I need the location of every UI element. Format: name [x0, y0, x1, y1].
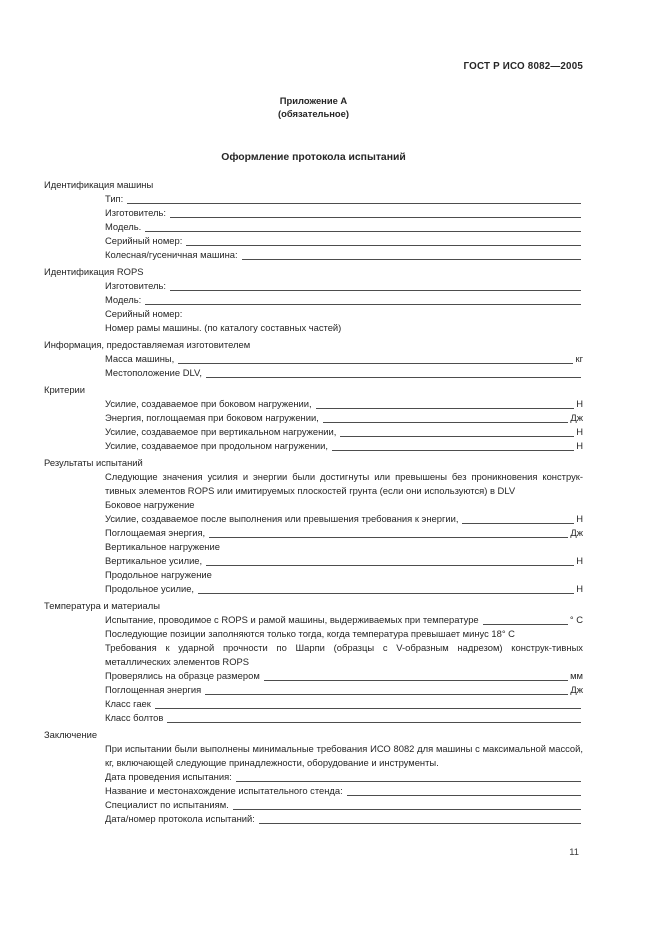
form-row	[44, 220, 583, 234]
fill-in-line	[316, 397, 575, 409]
form-section	[44, 456, 583, 596]
form-row	[44, 526, 583, 540]
section-heading: Критерии	[44, 384, 86, 395]
form-section	[44, 178, 583, 262]
unit-label: ° С	[569, 614, 583, 625]
form-row	[44, 307, 583, 321]
form-section	[44, 338, 583, 380]
fill-in-line	[264, 669, 568, 681]
form-row	[44, 540, 583, 554]
field-label: Местоположение DLV,	[105, 367, 202, 378]
unit-label: мм	[570, 670, 583, 681]
form-row	[44, 613, 583, 627]
unit-label: кг	[575, 353, 583, 364]
section-heading: Информация, предоставляемая изготовителем	[44, 339, 251, 350]
form-row	[44, 439, 583, 453]
form-row	[44, 279, 583, 293]
form-sections	[44, 178, 583, 826]
section-paragraph: Требования к ударной прочности по Шарпи (образцы с V-образным надрезом) конструк-тивных металлических элементов ROPS	[105, 642, 583, 667]
fill-in-line	[127, 192, 581, 204]
field-label: Энергия, поглощаемая при боковом нагружении,	[105, 412, 319, 423]
form-row	[44, 770, 583, 784]
form-row	[44, 192, 583, 206]
form-row	[44, 627, 583, 641]
fill-in-line	[178, 352, 573, 364]
field-label: Продольное нагружение	[105, 569, 212, 580]
field-label: Модель.	[105, 221, 142, 232]
fill-in-line	[198, 582, 574, 594]
fill-in-line	[483, 613, 568, 625]
field-label: Название и местонахождение испытательного стенда:	[105, 785, 343, 796]
field-label: Изготовитель:	[105, 280, 166, 291]
form-row	[44, 812, 583, 826]
fill-in-line	[347, 784, 581, 796]
field-label: Класс гаек	[105, 698, 151, 709]
field-label: Усилие, создаваемое при вертикальном нагружении,	[105, 426, 337, 437]
form-row	[44, 352, 583, 366]
section-heading: Температура и материалы	[44, 600, 160, 611]
section-heading: Идентификация ROPS	[44, 266, 144, 277]
field-label: Последующие позиции заполняются только тогда, когда температура превышает минус 18° С	[105, 628, 515, 639]
field-label: Поглощенная энергия	[105, 684, 202, 695]
field-label: Усилие, создаваемое при боковом нагружении,	[105, 398, 312, 409]
fill-in-line	[209, 526, 568, 538]
fill-in-line	[206, 554, 574, 566]
unit-label: Дж	[570, 684, 583, 695]
form-row	[44, 366, 583, 380]
fill-in-line	[205, 683, 568, 695]
form-section	[44, 728, 583, 826]
field-label: Изготовитель:	[105, 207, 166, 218]
form-row	[44, 397, 583, 411]
form-row	[44, 512, 583, 526]
form-row	[44, 798, 583, 812]
fill-in-line	[233, 798, 581, 810]
fill-in-line	[167, 711, 581, 723]
form-row	[44, 498, 583, 512]
fill-in-line	[236, 770, 581, 782]
form-section	[44, 599, 583, 725]
fill-in-line	[186, 234, 581, 246]
form-row	[44, 568, 583, 582]
fill-in-line	[145, 220, 581, 232]
form-row	[44, 248, 583, 262]
annex-subtitle: (обязательное)	[278, 108, 349, 119]
field-label: Серийный номер:	[105, 308, 183, 319]
section-heading: Идентификация машины	[44, 179, 154, 190]
unit-label: Н	[576, 398, 583, 409]
form-row	[44, 425, 583, 439]
form-row	[44, 206, 583, 220]
fill-in-line	[145, 293, 581, 305]
field-label: Серийный номер:	[105, 235, 183, 246]
section-paragraph: Следующие значения усилия и энергии были достигнуты или превышены без проникновения конструк-тивных элементов ROPS или имитируемых плоскостей грунта (если они используются) в DLV	[105, 471, 583, 496]
annex-title: Приложение А	[279, 95, 348, 106]
unit-label: Н	[576, 513, 583, 524]
field-label: Масса машины,	[105, 353, 175, 364]
field-label: Усилие, создаваемое после выполнения или превышения требования к энергии,	[105, 513, 459, 524]
fill-in-line	[259, 812, 581, 824]
field-label: Дата/номер протокола испытаний:	[105, 813, 255, 824]
section-paragraph: При испытании были выполнены минимальные требования ИСО 8082 для машины с максимальной массой, кг, включающей следующие принадлежности, оборудование и инструменты.	[105, 743, 583, 768]
field-label: Продольное усилие,	[105, 583, 195, 594]
field-label: Колесная/гусеничная машина:	[105, 249, 238, 260]
form-row	[44, 582, 583, 596]
field-label: Испытание, проводимое с ROPS и рамой машины, выдерживаемых при температуре	[105, 614, 479, 625]
field-label: Класс болтов	[105, 712, 164, 723]
fill-in-line	[323, 411, 569, 423]
field-label: Тип:	[105, 193, 124, 204]
form-row	[44, 697, 583, 711]
fill-in-line	[462, 512, 574, 524]
document-title: Оформление протокола испытаний	[221, 152, 406, 163]
unit-label: Дж	[570, 412, 583, 423]
fill-in-line	[332, 439, 574, 451]
unit-label: Н	[576, 440, 583, 451]
fill-in-line	[242, 248, 581, 260]
form-row	[44, 321, 583, 335]
field-label: Усилие, создаваемое при продольном нагружении,	[105, 440, 328, 451]
form-row	[44, 293, 583, 307]
form-row	[44, 234, 583, 248]
unit-label: Дж	[570, 527, 583, 538]
form-row	[44, 669, 583, 683]
fill-in-line	[206, 366, 581, 378]
form-row	[44, 683, 583, 697]
section-heading: Заключение	[44, 729, 98, 740]
form-section	[44, 383, 583, 453]
field-label: Поглощаемая энергия,	[105, 527, 206, 538]
field-label: Дата проведения испытания:	[105, 771, 232, 782]
fill-in-line	[170, 206, 581, 218]
field-label: Проверялись на образце размером	[105, 670, 260, 681]
page-number: 11	[569, 846, 579, 857]
form-row	[44, 554, 583, 568]
form-row	[44, 784, 583, 798]
unit-label: Н	[576, 555, 583, 566]
section-heading: Результаты испытаний	[44, 457, 143, 468]
field-label: Модель:	[105, 294, 142, 305]
fill-in-line	[340, 425, 574, 437]
standard-reference: ГОСТ Р ИСО 8082—2005	[463, 61, 583, 72]
field-label: Номер рамы машины. (по каталогу составных частей)	[105, 322, 342, 333]
field-label: Вертикальное усилие,	[105, 555, 203, 566]
unit-label: Н	[576, 426, 583, 437]
field-label: Боковое нагружение	[105, 499, 195, 510]
form-row	[44, 711, 583, 725]
form-row	[44, 411, 583, 425]
field-label: Вертикальное нагружение	[105, 541, 220, 552]
unit-label: Н	[576, 583, 583, 594]
fill-in-line	[170, 279, 581, 291]
form-section	[44, 265, 583, 335]
fill-in-line	[155, 697, 581, 709]
field-label: Специалист по испытаниям.	[105, 799, 229, 810]
page-content	[44, 60, 583, 826]
annex-heading	[44, 94, 583, 120]
